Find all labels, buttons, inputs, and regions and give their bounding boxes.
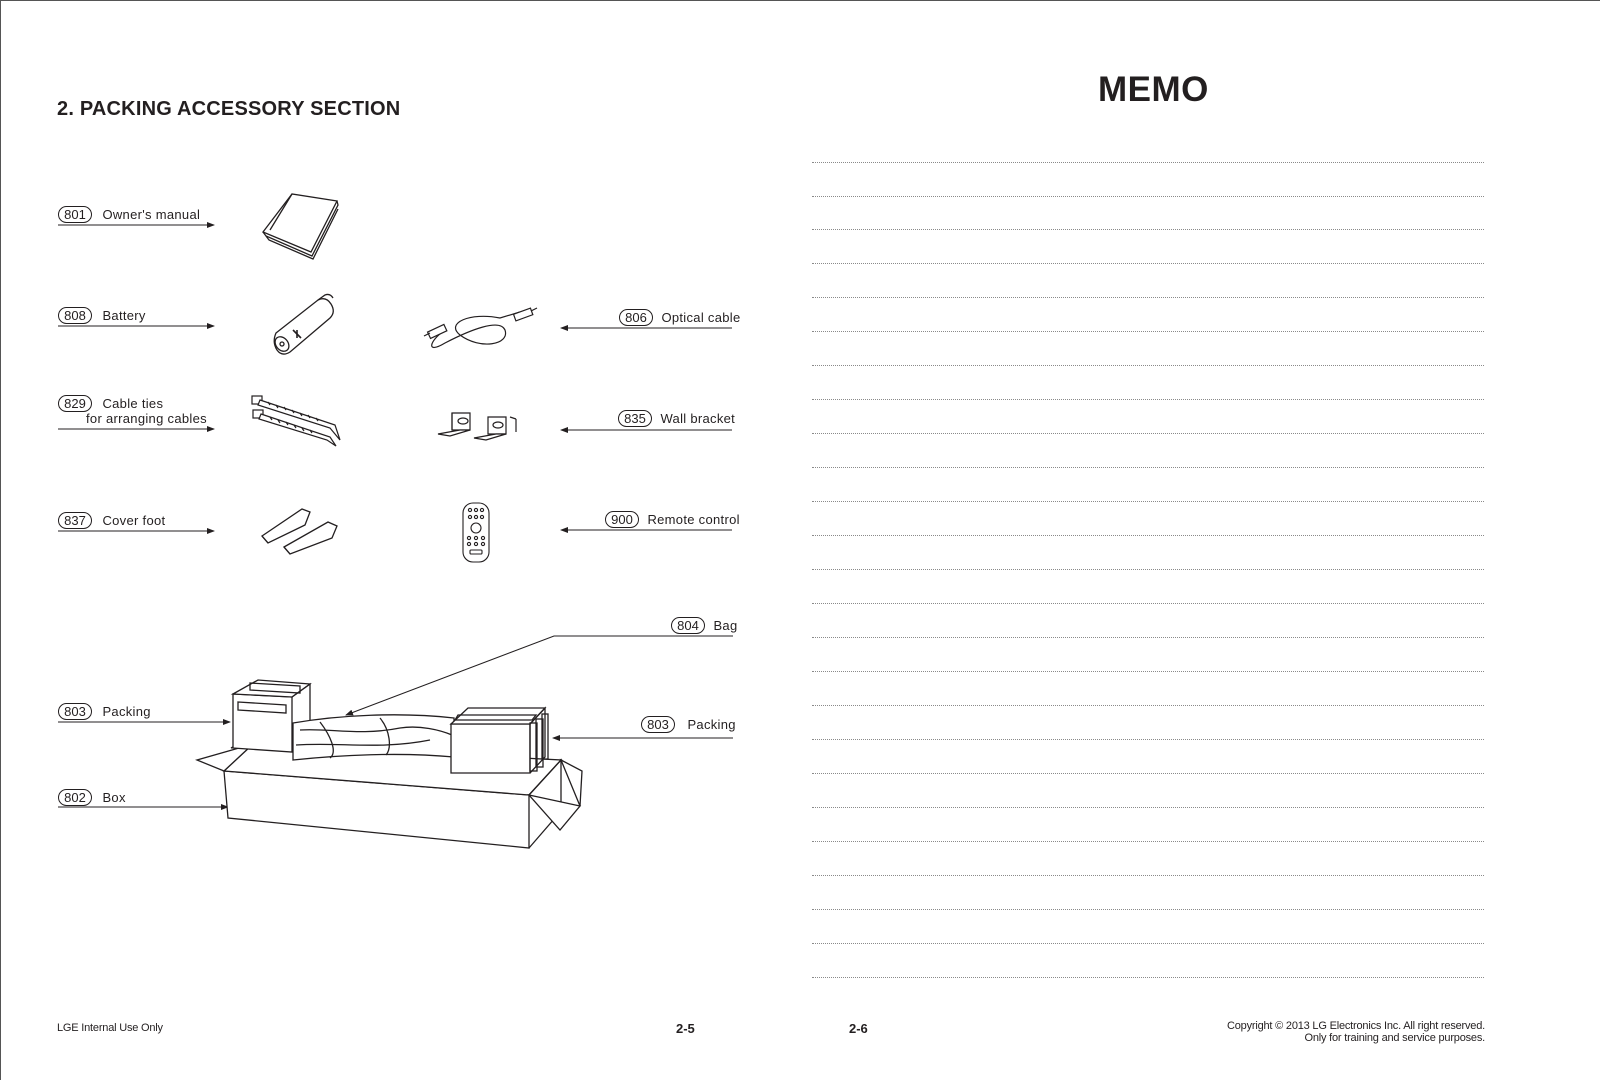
part-label: Optical cable — [661, 310, 741, 325]
cover-foot-illustration — [262, 509, 337, 554]
part-code: 802 — [58, 789, 92, 806]
part-code: 804 — [671, 617, 705, 634]
memo-line — [812, 773, 1484, 774]
memo-line — [812, 807, 1484, 808]
part-code: 803 — [641, 716, 675, 733]
part-code: 900 — [605, 511, 639, 528]
part-label: Packing — [687, 717, 736, 732]
part-code: 803 — [58, 703, 92, 720]
memo-line — [812, 671, 1484, 672]
memo-line — [812, 739, 1484, 740]
part-label: Remote control — [647, 512, 740, 527]
part-label: Box — [102, 790, 126, 805]
memo-line — [812, 909, 1484, 910]
memo-line — [812, 875, 1484, 876]
packing-box-illustration — [197, 680, 582, 848]
part-label: Cable ties — [102, 396, 164, 411]
memo-line — [812, 433, 1484, 434]
part-code: 829 — [58, 395, 92, 412]
owners-manual-illustration — [263, 194, 338, 259]
memo-line — [812, 535, 1484, 536]
part-code: 806 — [619, 309, 653, 326]
memo-line — [812, 263, 1484, 264]
memo-line — [812, 501, 1484, 502]
part-code: 837 — [58, 512, 92, 529]
memo-line — [812, 841, 1484, 842]
leader-line-bag — [346, 636, 733, 715]
memo-line — [812, 569, 1484, 570]
footer-internal-use: LGE Internal Use Only — [57, 1022, 163, 1034]
section-title: 2. PACKING ACCESSORY SECTION — [57, 98, 401, 120]
part-code: 835 — [618, 410, 652, 427]
part-label: Packing — [102, 704, 151, 719]
memo-line — [812, 229, 1484, 230]
memo-line — [812, 331, 1484, 332]
memo-line — [812, 943, 1484, 944]
part-label: Bag — [713, 618, 738, 633]
part-code: 808 — [58, 307, 92, 324]
part-code: 801 — [58, 206, 92, 223]
cable-ties-illustration — [252, 396, 340, 446]
memo-line — [812, 297, 1484, 298]
battery-illustration — [272, 294, 333, 354]
remote-control-illustration — [463, 503, 489, 562]
copyright-notice — [1227, 1020, 1485, 1044]
copyright-line-2: Only for training and service purposes. — [1304, 1032, 1485, 1044]
memo-line — [812, 603, 1484, 604]
part-label: Wall bracket — [660, 411, 736, 426]
part-label: Owner's manual — [102, 207, 201, 222]
page-number-left: 2-5 — [676, 1021, 695, 1036]
memo-line — [812, 196, 1484, 197]
optical-cable-illustration — [424, 308, 537, 347]
copyright-line-1: Copyright © 2013 LG Electronics Inc. All right reserved. — [1227, 1020, 1485, 1032]
part-label: Cover foot — [102, 513, 166, 528]
memo-line — [812, 399, 1484, 400]
part-label-line2: for arranging cables — [86, 411, 207, 426]
part-label: Battery — [102, 308, 146, 323]
memo-line — [812, 365, 1484, 366]
memo-line — [812, 162, 1484, 163]
memo-line — [812, 705, 1484, 706]
page-number-right: 2-6 — [849, 1021, 868, 1036]
memo-line — [812, 977, 1484, 978]
memo-title: MEMO — [1098, 70, 1209, 109]
wall-bracket-illustration — [438, 413, 516, 440]
memo-line — [812, 467, 1484, 468]
memo-line — [812, 637, 1484, 638]
